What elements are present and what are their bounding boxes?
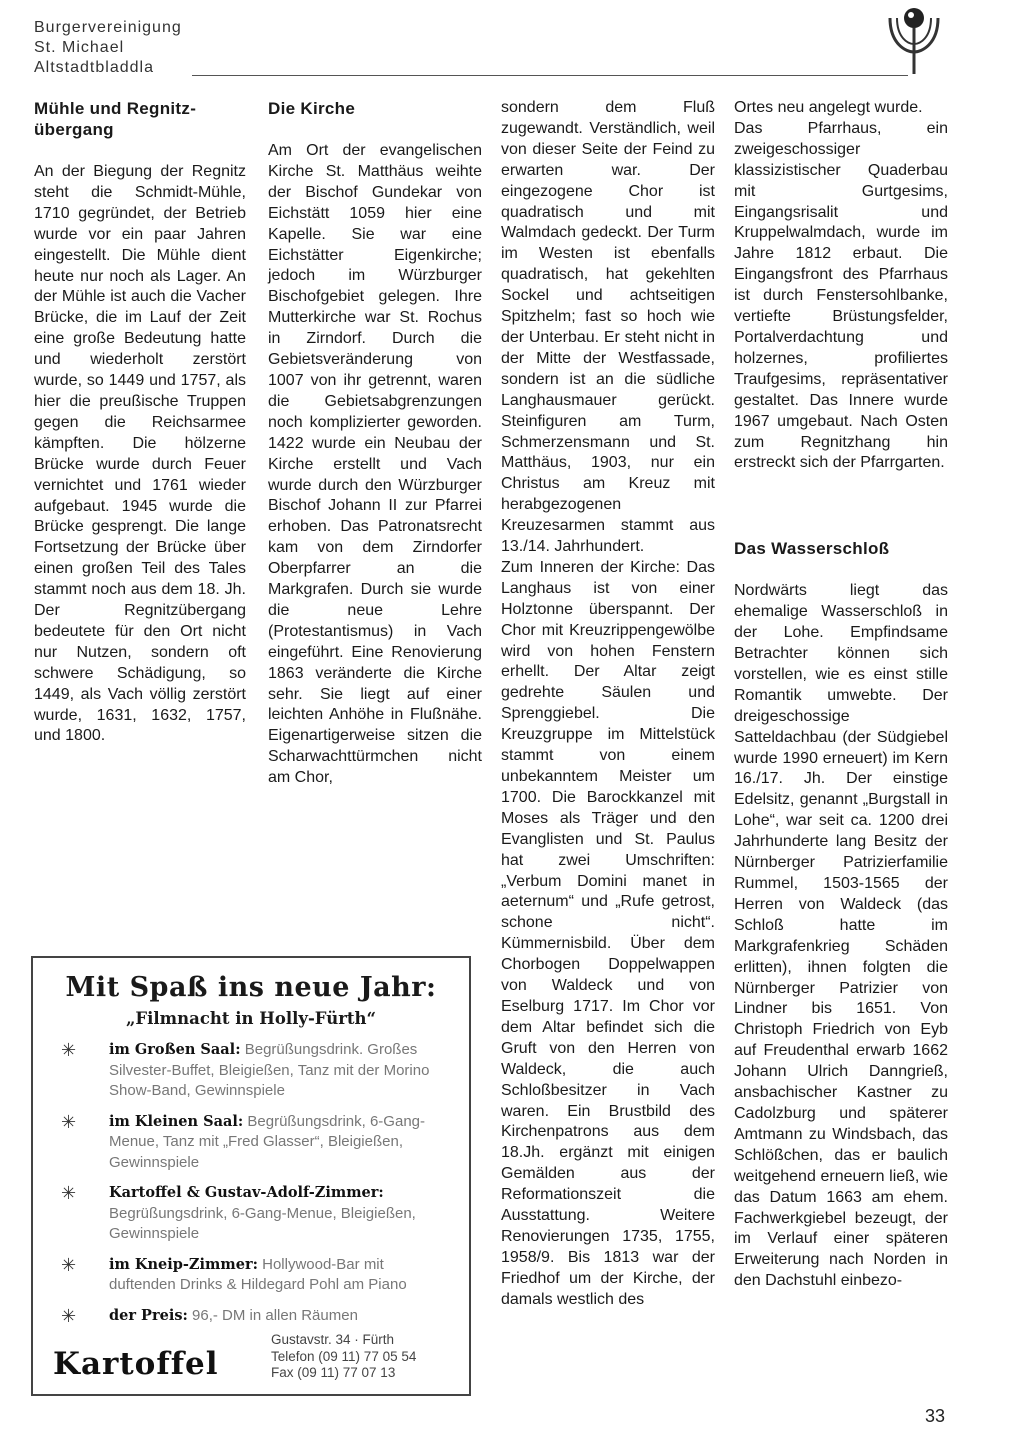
pfarrhaus-text: Das Pfarrhaus, ein zweigeschossiger klassizistischer Quaderbau mit Gurtgesims, Eingangsrisalit und Kruppelwalmdach, wurde im Jahre 1812 erbaut. Die Eingangsfront des Pfarrhaus ist durch Fenstersohlbanke, vertiefte Brüstungsfelder, Portalverdachtung und holzernes, profiliertes Traufgesims, repräsentativer gestaltet. Das Innere wurde 1967 umgebaut. Nach Osten zum Regnitzhang hin erstreckt sich der Pfarrgarten. (734, 119, 948, 472)
column-1 (34, 98, 246, 747)
ad-brand: Kartoffel (53, 1346, 219, 1382)
column-3 (501, 98, 715, 1311)
masthead-line-3: Altstadtbladdla (34, 59, 154, 76)
asterisk-icon: ✳ (61, 1040, 77, 1060)
ad-fax: Fax (09 11) 77 07 13 (271, 1365, 396, 1380)
ad-item-text: Begrüßungsdrink, 6-Gang-Menue, Bleigießen, Gewinnspiele (109, 1204, 416, 1242)
ad-item (61, 1111, 451, 1174)
kirche-text-end: Ortes neu angelegt wurde. (734, 99, 923, 116)
ad-item-label: im Kleinen Saal: (109, 1112, 244, 1130)
ad-item-text: 96,- DM in allen Räumen (192, 1306, 358, 1324)
ad-address: Gustavstr. 34 · Fürth (271, 1332, 395, 1347)
heading-muehle: Mühle und Regnitz-übergang (34, 99, 197, 139)
kirche-text: Am Ort der evangelischen Kirche St. Matthäus weihte der Bischof Gundekar von Eichstätt 1059 hier eine Kapelle. Sie war eine Eichstätter Eigenkirche; jedoch im Würzburger Bischofgebiet gelegen. Ihre Mutterkirche war St. Rochus in Zirndorf. Durch die Gebietsveränderung von 1007 von ihr getrennt, waren die Gebietsabgrenzungen noch komplizierter geworden. 1422 wurde ein Neubau der Kirche erstellt und Vach wurde durch den Würzburger Bischof Johann II zur Pfarrei erhoben. Das Patronatsrecht kam von dem Zirndorfer Oberpfarrer an die Markgrafen. Durch sie wurde die neue Lehre (Protestantismus) in Vach eingeführt. Eine Renovierung 1863 veränderte die Kirche sehr. Sie liegt auf einer leichten Anhöhe in Flußnähe. Eigenartigerweise sitzen die Scharwachttürmchen nicht am Chor, (268, 142, 482, 787)
ad-item (61, 1254, 451, 1296)
ad-contact (271, 1332, 416, 1382)
kirche-text-continued: sondern dem Fluß zugewandt. Verständlich, weil von dieser Seite der Feind zu erwarten war. Der eingezogene Chor ist quadratisch und mit Walmdach gedeckt. Der Turm im Westen ist ebenfalls quadratisch, hat gekehlten Sockel und achtseitigen Spitzhelm; fast so hoch wie der Unterbau. Er steht nicht in der Mitte der Westfassade, sondern ist an die südliche Langhausmauer gerückt. Steinfiguren am Turm, Schmerzensmann und St. Matthäus, 1903, nur ein Christus am Kreuz mit herabgezogenen Kreuzesarmen stammt aus 13./14. Jahrhundert. (501, 99, 715, 556)
masthead (34, 18, 182, 78)
masthead-line-2: St. Michael (34, 39, 125, 56)
ad-item (61, 1183, 451, 1245)
advertisement-box (31, 956, 471, 1396)
muehle-text: An der Biegung der Regnitz steht die Schmidt-Mühle, 1710 gegründet, der Betrieb wurde vor ein paar Jahren eingestellt. Die Mühle dient heute nur noch als Lager. An der Mühle ist auch die Vacher Brücke, die im Lauf der Zeit eine große Bedeutung hatte und wiederholt zerstört wurde, so 1449 und 1757, als hier die preußische Truppen gegen die Reichsarmee kämpften. Die hölzerne Brücke wurde durch Feuer vernichtet und 1761 wieder aufgebaut. 1945 wurde die Brücke gesprengt. Die lange Fortsetzung der Brücke über einen großen Teil des Tales stammt noch aus dem 18. Jh. Der Regnitzübergang bedeutete für den Ort nicht nur Nutzen, sondern oft schwere Schädigung, so 1449, als Vach völlig zerstört wurde, 1631, 1632, 1757, und 1800. (34, 163, 246, 745)
column-2 (268, 98, 482, 789)
ad-item-text: Begrüßungsdrink. Großes Silvester-Buffet, Bleigießen, Tanz mit der Morino Show-Band, Gewinnspiele (109, 1041, 430, 1099)
asterisk-icon: ✳ (61, 1111, 77, 1132)
ad-subtitle: „Filmnacht in Holly-Fürth“ (125, 1009, 377, 1028)
ad-item-label: im Großen Saal: (109, 1041, 241, 1058)
ad-item-label: im Kneip-Zimmer: (109, 1255, 258, 1273)
page-number: 33 (925, 1406, 946, 1426)
ad-title: Mit Spaß ins neue Jahr: (65, 972, 437, 1003)
ad-item-text: Begrüßungsdrink, 6-Gang-Menue, Tanz mit „Fred Glasser“, Bleigießen, Gewinnspiele (109, 1112, 425, 1171)
heading-kirche: Die Kirche (268, 99, 356, 118)
ad-item-text: Hollywood-Bar mit duftenden Drinks & Hildegard Pohl am Piano (109, 1255, 407, 1293)
asterisk-icon: ✳ (61, 1183, 77, 1203)
tree-symbol-icon (884, 2, 944, 74)
ad-item (61, 1040, 451, 1102)
column-4 (734, 98, 948, 1292)
kirche-interior-text: Zum Inneren der Kirche: Das Langhaus ist von einer Holztonne überspannt. Der Chor mit Kreuzrippengewölbe wird von hohen Fenstern erhellt. Der Altar zeigt gedrehte Säulen und Sprenggiebel. Die Kreuzgruppe im Mittelstück stammt von einem unbekanntem Meister um 1700. Die Barockkanzel mit Moses als Träger und den Evanglisten und St. Paulus hat zwei Umschriften: „Verbum Domini manet in aeternum“ und „Rufe getrost, schone nicht“. Kümmernisbild. Über dem Chorbogen Doppelwappen von Waldeck und von Eselburg 1717. Im Chor vor dem Altar befindet sich die Gruft von den Herren von Waldeck, die auch Schloßbesitzer in Vach waren. Ein Brustbild des Kirchenpatrons aus dem 18.Jh. ergänzt mit einigen Gemälden aus der Reformationszeit die Ausstattung. Weitere Renovierungen 1735, 1755, 1958/9. Bis 1813 war der Friedhof um der Kirche, der damals westlich des (501, 558, 715, 1308)
ad-phone: Telefon (09 11) 77 05 54 (271, 1348, 417, 1364)
asterisk-icon: ✳ (61, 1254, 77, 1275)
header-rule (192, 75, 908, 76)
asterisk-icon: ✳ (61, 1305, 77, 1326)
wasserschloss-text: Nordwärts liegt das ehemalige Wasserschloß in der Lohe. Empfindsame Betrachter können sich vorstellen, wie es einst stille Romantik umwebte. Der dreigeschossige Satteldachbau (der Südgiebel wurde 1990 erneuert) im Kern 16./17. Jh. Der einstige Edelsitz, genannt „Burgstall in Lohe“, war seit ca. 1200 drei Jahrhunderte lang Besitz der Nürnberger Patrizierfamilie Rummel, 1503-1565 der Herren von Waldeck (das Schloß hatte im Markgrafenkrieg Schäden erlitten), ihnen folgten die Nürnberger Patrizier von Lindner bis 1651. Von Christoph Friedrich von Eyb auf Freudenthal erwarb 1662 Johann Ulrich Danngrieß, ansbachischer Kastner zu Cadolzburg und späterer Amtmann zu Windsbach, das Schlößchen, das er baulich weitgehend erneuern ließ, wie das Datum 1663 am ehem. Fachwerkgiebel bezeugt, der im Verlauf einer späteren Erweiterung nach Norden in den Dachstuhl einbezo- (734, 582, 948, 1290)
masthead-line-1: Burgervereinigung (34, 19, 182, 36)
ad-item-label: der Preis: (109, 1306, 188, 1324)
ad-item (61, 1305, 451, 1327)
heading-wasserschloss: Das Wasserschloß (734, 539, 890, 559)
ad-item-label: Kartoffel & Gustav-Adolf-Zimmer: (109, 1184, 384, 1201)
